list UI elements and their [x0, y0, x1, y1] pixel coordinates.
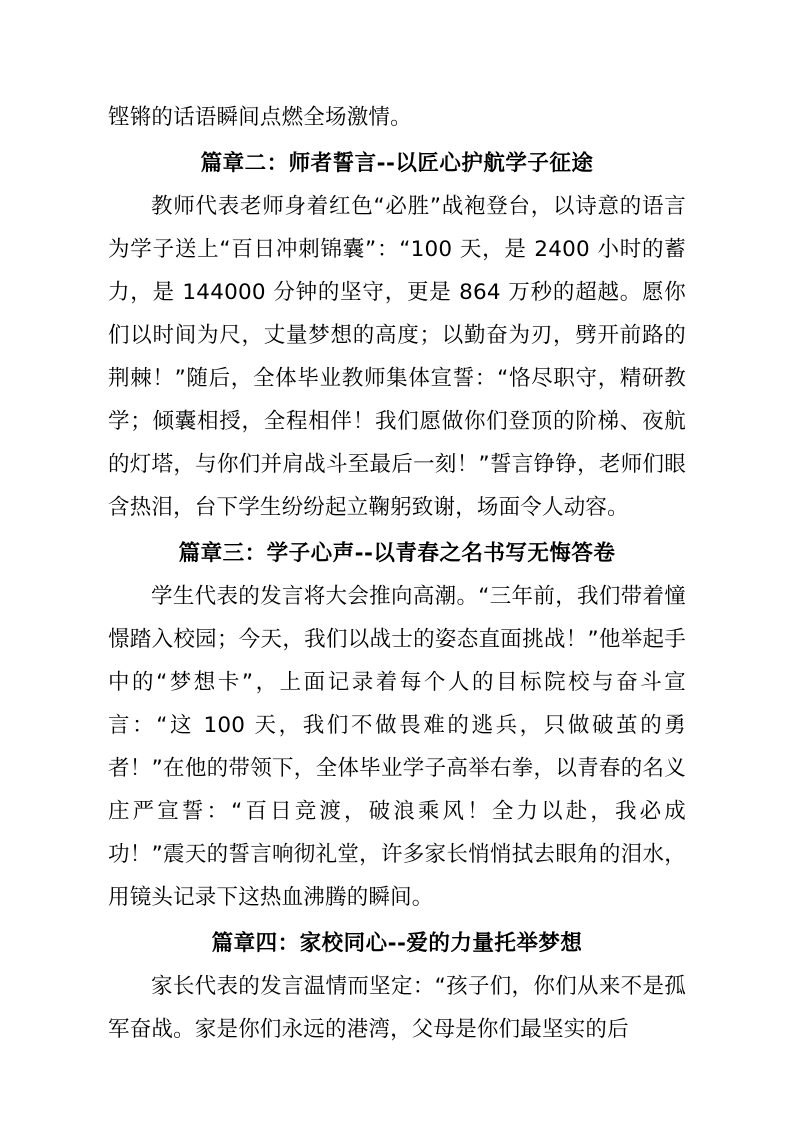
section-heading-four: 篇章四：家校同心--爱的力量托举梦想	[211, 931, 583, 956]
paragraph-section-four: 家长代表的发言温情而坚定：“孩子们，你们从来不是孤军奋战。家是你们永远的港湾，父母是你们最坚实的后	[108, 974, 686, 1042]
paragraph-section-two: 教师代表老师身着红色“必胜”战袍登台，以诗意的语言为学子送上“百日冲刺锦囊”：“100 天，是 2400 小时的蓄力，是 144000 分钟的坚守，更是 864 万秒的超越。愿你们以时间为尺，丈量梦想的高度；以勤奋为刃，劈开前路的荆棘！”随后，全体毕业教师集体宣誓：“恪尽职守，精研教学；倾囊相授，全程相伴！我们愿做你们登顶的阶梯、夜航的灯塔，与你们并肩战斗至最后一刻！”誓言铮铮，老师们眼含热泪，台下学生纷纷起立鞠躬致谢，场面令人动容。	[108, 194, 686, 520]
paragraph-continuation: 铿锵的话语瞬间点燃全场激情。	[108, 105, 412, 130]
paragraph-section-three: 学生代表的发言将大会推向高潮。“三年前，我们带着憧憬踏入校园；今天，我们以战士的姿态直面挑战！”他举起手中的“梦想卡”，上面记录着每个人的目标院校与奋斗宣言：“这 100 天，我们不做畏难的逃兵，只做破茧的勇者！”在他的带领下，全体毕业学子高举右拳，以青春的名义庄严宣誓：“百日竞渡，破浪乘风！全力以赴，我必成功！”震天的誓言响彻礼堂，许多家长悄悄拭去眼角的泪水，用镜头记录下这热血沸腾的瞬间。	[108, 584, 686, 910]
section-heading-three: 篇章三：学子心声--以青春之名书写无悔答卷	[178, 541, 616, 566]
section-heading-two: 篇章二：师者誓言--以匠心护航学子征途	[200, 151, 594, 176]
document-body	[108, 96, 686, 1051]
